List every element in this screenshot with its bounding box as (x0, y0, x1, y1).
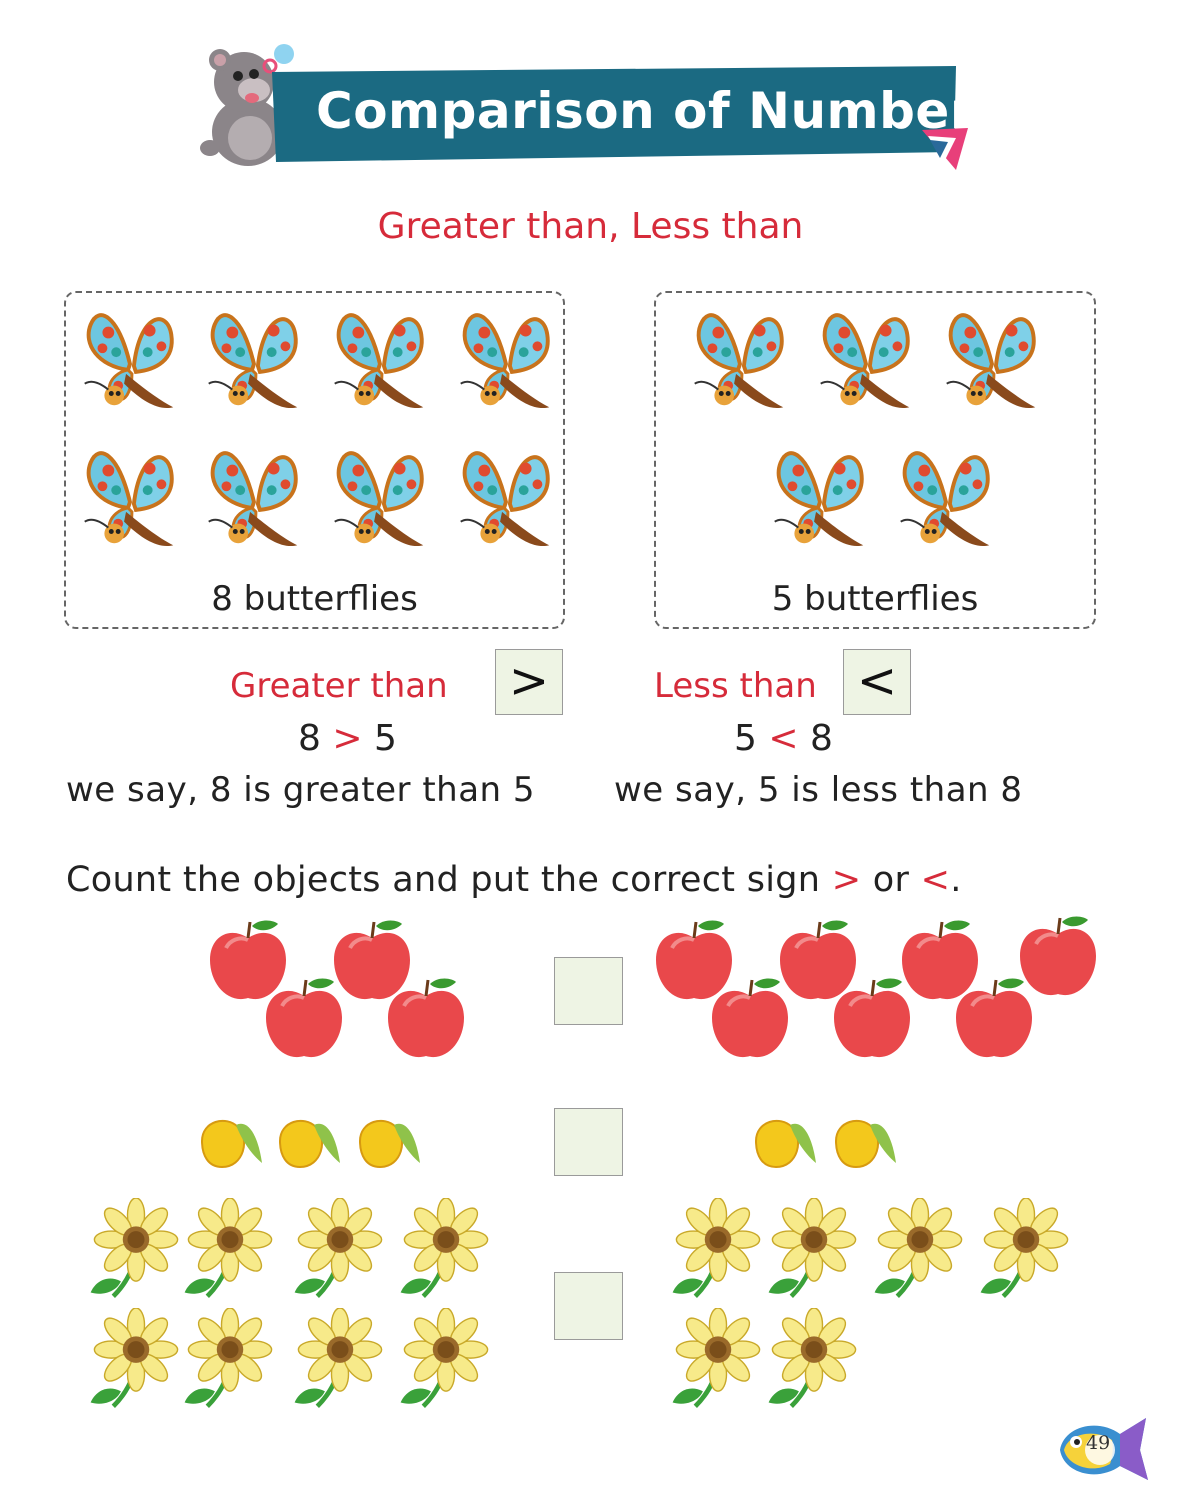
mango-icon (750, 1110, 820, 1172)
sunflower-icon (870, 1198, 970, 1302)
left-box-caption: 8 butterflies (211, 579, 418, 619)
expr-number: 8 (809, 718, 833, 759)
butterfly-icon (812, 305, 916, 423)
sunflower-icon (668, 1308, 768, 1412)
sunflower-icon (396, 1198, 496, 1302)
apple-icon (954, 976, 1034, 1066)
instruction-text: Count the objects and put the correct sign (66, 860, 832, 900)
butterfly-icon (200, 305, 304, 423)
greater-sentence: we say, 8 is greater than 5 (66, 770, 536, 810)
greater-expression (298, 718, 397, 759)
sunflower-icon (668, 1198, 768, 1302)
sunflower-icon (290, 1308, 390, 1412)
title-banner (268, 66, 1006, 162)
greater-operator: > (332, 718, 363, 759)
mango-icon (354, 1110, 424, 1172)
less-than-label: Less than (654, 666, 817, 706)
butterfly-icon (766, 443, 870, 561)
sunflower-icon (86, 1198, 186, 1302)
exercise-instruction (66, 860, 962, 900)
less-operator: < (768, 718, 799, 759)
right-box-caption: 5 butterflies (771, 579, 979, 619)
page-number: 49 (1086, 1432, 1111, 1454)
butterfly-icon (76, 305, 180, 423)
butterfly-icon (452, 443, 556, 561)
less-expression (734, 718, 833, 759)
butterfly-icon (452, 305, 556, 423)
sunflower-icon (290, 1198, 390, 1302)
apple-icon (710, 976, 790, 1066)
less-sentence: we say, 5 is less than 8 (614, 770, 1023, 810)
sunflower-icon (86, 1308, 186, 1412)
left-butterfly-box (64, 291, 565, 629)
subtitle: Greater than, Less than (377, 206, 804, 247)
butterfly-icon (326, 305, 430, 423)
butterfly-icon (200, 443, 304, 561)
greater-sign-box: > (495, 649, 563, 715)
sunflower-icon (396, 1308, 496, 1412)
apple-icon (264, 976, 344, 1066)
instruction-or: or (861, 860, 921, 900)
instruction-less-sign: < (920, 860, 951, 900)
butterfly-icon (938, 305, 1042, 423)
expr-number: 5 (373, 718, 397, 759)
expr-number: 5 (734, 718, 757, 759)
instruction-period: . (950, 860, 962, 900)
instruction-greater-sign: > (831, 860, 862, 900)
apple-icon (832, 976, 912, 1066)
sunflower-icon (764, 1198, 864, 1302)
butterfly-icon (76, 443, 180, 561)
expr-number: 8 (298, 718, 321, 759)
butterfly-icon (892, 443, 996, 561)
greater-than-label: Greater than (230, 666, 448, 706)
sunflower-icon (180, 1308, 280, 1412)
right-butterfly-box (654, 291, 1096, 629)
answer-box-row-3[interactable] (554, 1272, 623, 1340)
answer-box-row-1[interactable] (554, 957, 623, 1025)
less-sign-box: < (843, 649, 911, 715)
answer-box-row-2[interactable] (554, 1108, 623, 1176)
mango-icon (830, 1110, 900, 1172)
sunflower-icon (764, 1308, 864, 1412)
page-title: Comparison of Numbers (316, 82, 1006, 140)
apple-icon (386, 976, 466, 1066)
mango-icon (274, 1110, 344, 1172)
butterfly-icon (326, 443, 430, 561)
sunflower-icon (180, 1198, 280, 1302)
mango-icon (196, 1110, 266, 1172)
butterfly-icon (686, 305, 790, 423)
sunflower-icon (976, 1198, 1076, 1302)
